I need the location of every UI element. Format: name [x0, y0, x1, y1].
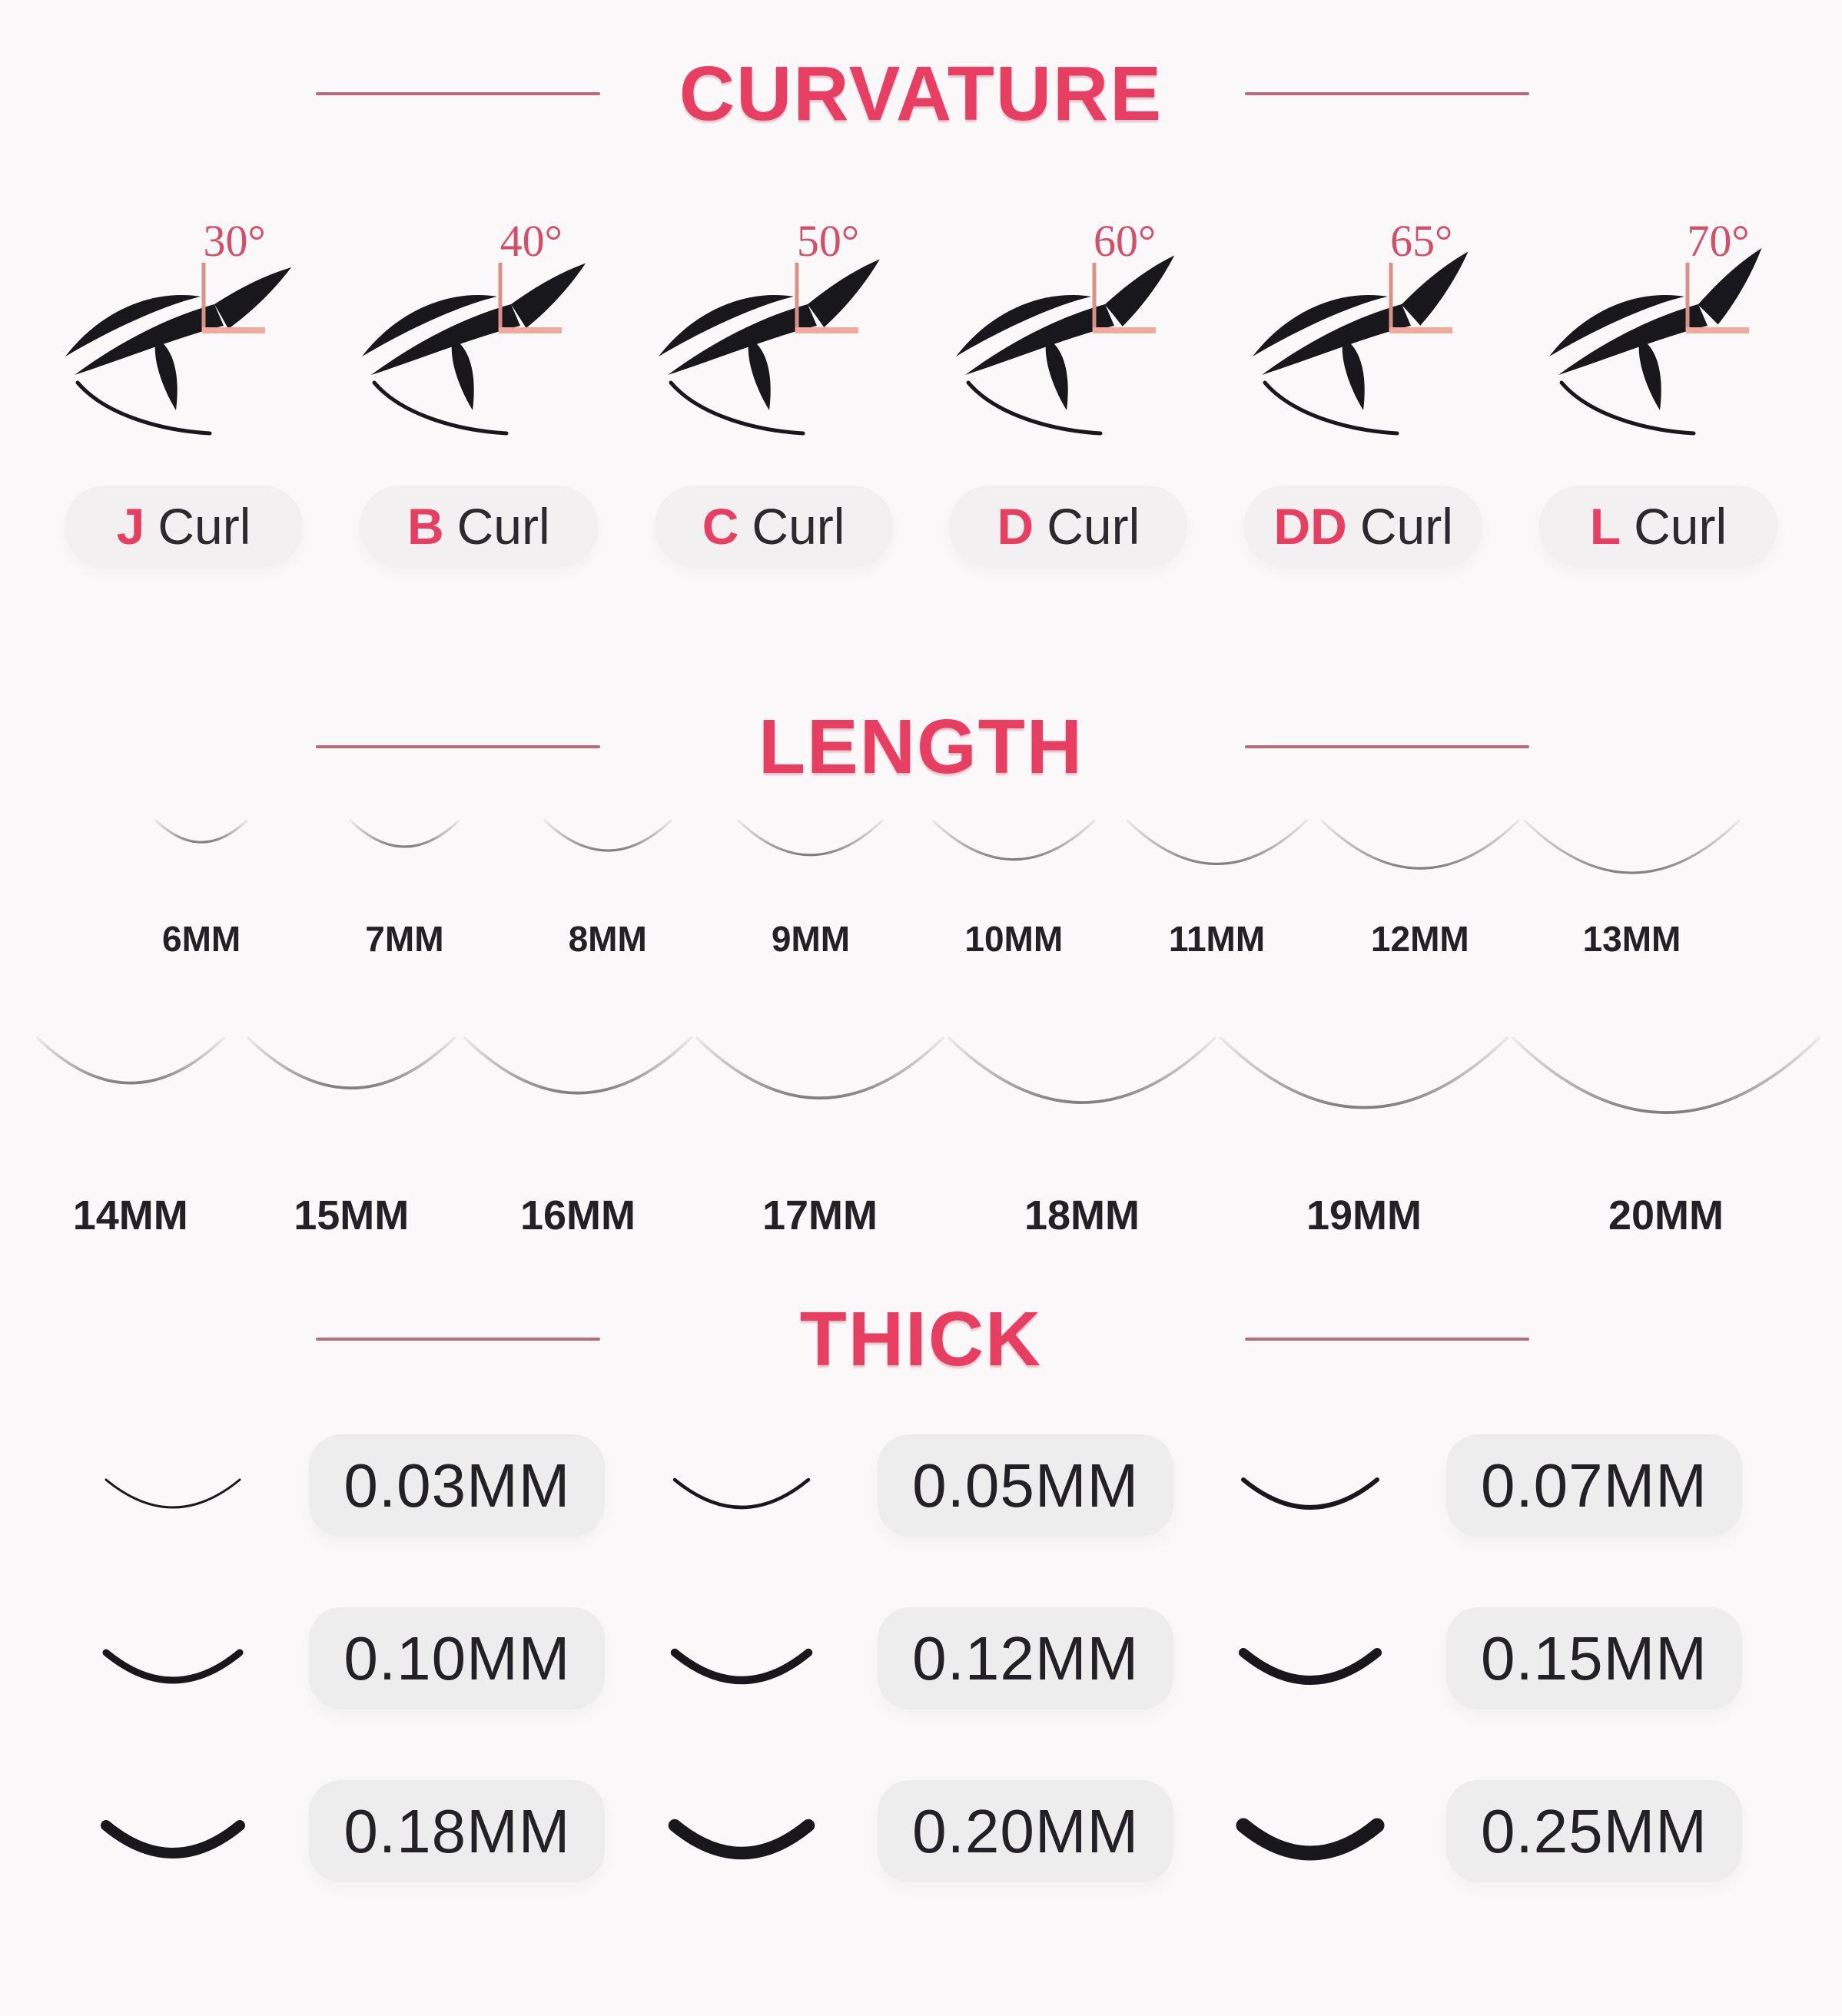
angle-label: 60°: [1094, 216, 1157, 266]
eye-upper-lid: [965, 304, 1114, 375]
thickness-value-box: 0.05MM: [878, 1434, 1173, 1537]
lash-curve-illustration: [946, 1033, 1218, 1126]
decorative-line: [1245, 92, 1529, 95]
eye-lower-lid: [78, 383, 210, 433]
lash-flick: [1098, 255, 1184, 329]
curve-wrap: [35, 1033, 227, 1141]
eye-illustration: [64, 260, 294, 450]
curve-wrap: [1510, 1033, 1822, 1141]
eye-cell: [31, 217, 327, 450]
curl-pills-row: [0, 486, 1842, 567]
thickness-curve-icon: [100, 1472, 246, 1521]
eye-iris-drop: [748, 338, 771, 410]
length-label: 6MM: [162, 919, 241, 959]
lash-curve-illustration: [245, 1033, 457, 1106]
curl-pill-c: [655, 486, 893, 567]
eye-lower-lid: [1265, 383, 1397, 433]
curve-wrap: [245, 1033, 457, 1141]
length-item: [1522, 816, 1742, 960]
curve-wrap: [1522, 816, 1742, 893]
eye-upper-lid: [371, 304, 520, 375]
eye-cell: [624, 217, 921, 450]
angle-label: 30°: [203, 216, 266, 266]
thick-section: [0, 1295, 1842, 1882]
length-item: [462, 1033, 694, 1239]
eye-illustration: [954, 260, 1185, 450]
thickness-value-box: 0.15MM: [1446, 1607, 1742, 1709]
lash-curve-illustration: [1319, 816, 1522, 885]
length-item: [1319, 816, 1522, 960]
eye-cell: [1218, 217, 1515, 450]
thickness-curve-icon: [100, 1818, 246, 1867]
length-row-1: [0, 816, 1842, 960]
curl-letter: J: [116, 498, 145, 555]
thickness-value-box: 0.25MM: [1446, 1780, 1742, 1882]
thick-title-row: [0, 1295, 1842, 1384]
eye-upper-lid: [1558, 304, 1708, 375]
length-label: 11MM: [1168, 919, 1266, 959]
eye-lower-lid: [374, 383, 506, 433]
length-label: 20MM: [1608, 1192, 1724, 1238]
angle-label: 50°: [796, 216, 860, 266]
eye-iris-drop: [452, 338, 474, 410]
eye-lower-lid: [671, 383, 803, 433]
length-item: [303, 816, 506, 960]
curl-word: Curl: [456, 498, 550, 555]
curl-letter: DD: [1273, 498, 1347, 555]
eyes-row: [0, 217, 1842, 450]
curl-letter: D: [997, 498, 1034, 555]
curl-letter: L: [1589, 498, 1621, 555]
length-item: [506, 816, 709, 960]
eye-iris-drop: [1045, 338, 1067, 410]
lash-flick: [214, 267, 291, 329]
length-item: [912, 816, 1115, 960]
decorative-line: [1245, 1338, 1529, 1341]
curve-wrap: [735, 816, 885, 893]
lash-curve-illustration: [153, 816, 250, 849]
length-label: 8MM: [568, 919, 647, 959]
lash-curve-illustration: [347, 816, 462, 855]
eye-lower-lid: [1562, 383, 1694, 433]
curl-letter: B: [407, 498, 444, 555]
thickness-curve-icon: [1237, 1472, 1383, 1521]
thickness-curve-icon: [669, 1818, 815, 1867]
length-label: 18MM: [1024, 1192, 1140, 1238]
lash-curve-illustration: [1218, 1033, 1510, 1132]
curl-word: Curl: [1634, 498, 1727, 555]
length-item: [241, 1033, 463, 1239]
length-section: [0, 702, 1842, 1239]
length-label: 12MM: [1370, 919, 1469, 959]
length-label: 14MM: [72, 1192, 188, 1238]
length-label: 13MM: [1582, 919, 1681, 959]
angle-label: 40°: [499, 216, 563, 266]
thickness-curve-icon: [669, 1645, 815, 1694]
eye-illustration: [657, 260, 888, 450]
thickness-value-box: 0.18MM: [309, 1780, 605, 1882]
decorative-line: [1245, 745, 1529, 748]
curve-wrap: [1124, 816, 1309, 893]
eye-upper-lid: [75, 304, 224, 375]
lash-spec-infographic: [0, 49, 1842, 2016]
length-item: [694, 1033, 946, 1239]
length-label: 15MM: [294, 1192, 410, 1238]
curl-pill-l: [1539, 486, 1777, 567]
eye-upper-lid: [668, 304, 817, 375]
thickness-value-box: 0.12MM: [878, 1607, 1173, 1709]
length-label: 19MM: [1306, 1192, 1422, 1238]
curve-wrap: [930, 816, 1097, 893]
thick-title: THICK: [799, 1296, 1043, 1382]
lash-curve-illustration: [1510, 1033, 1822, 1139]
curl-word: Curl: [158, 498, 251, 555]
thick-grid: [0, 1434, 1842, 1882]
lash-curve-illustration: [1522, 816, 1742, 891]
length-item: [709, 816, 912, 960]
thickness-curve-icon: [1237, 1645, 1383, 1694]
curl-pill-b: [360, 486, 598, 567]
thickness-curve-icon: [669, 1472, 815, 1521]
lash-curve-illustration: [542, 816, 674, 860]
curve-wrap: [946, 1033, 1218, 1141]
curvature-section: [0, 49, 1842, 567]
curl-pill-dd: [1244, 486, 1482, 567]
length-item: [20, 1033, 241, 1239]
lash-flick: [804, 259, 887, 329]
curl-letter: C: [702, 498, 739, 555]
lash-flick: [509, 264, 589, 329]
curl-pill-d: [949, 486, 1187, 567]
curve-wrap: [462, 1033, 694, 1141]
curve-wrap: [1319, 816, 1522, 893]
lash-curve-illustration: [735, 816, 885, 867]
curve-wrap: [694, 1033, 946, 1141]
length-label: 17MM: [762, 1192, 878, 1238]
curve-wrap: [542, 816, 674, 893]
curl-word: Curl: [752, 498, 845, 555]
curl-word: Curl: [1359, 498, 1453, 555]
lash-curve-illustration: [35, 1033, 227, 1099]
length-label: 16MM: [519, 1192, 636, 1238]
thickness-value-box: 0.20MM: [878, 1780, 1173, 1882]
curve-wrap: [347, 816, 462, 893]
thickness-value-box: 0.07MM: [1446, 1434, 1742, 1537]
eye-lower-lid: [968, 383, 1100, 433]
eye-iris-drop: [155, 338, 178, 410]
length-label: 10MM: [964, 919, 1064, 959]
curvature-title: CURVATURE: [679, 51, 1163, 137]
angle-label: 70°: [1687, 216, 1750, 266]
eye-cell: [921, 217, 1218, 450]
thickness-value-box: 0.10MM: [309, 1607, 605, 1709]
curvature-title-row: [0, 49, 1842, 138]
eye-illustration: [360, 260, 591, 450]
length-item: [1115, 816, 1318, 960]
length-item: [1510, 1033, 1822, 1239]
curl-pill-j: [65, 486, 303, 567]
thick-row: [100, 1434, 1742, 1537]
length-item: [1218, 1033, 1510, 1239]
eye-cell: [1515, 217, 1811, 450]
thick-row: [100, 1607, 1742, 1709]
lash-curve-illustration: [930, 816, 1097, 873]
curve-wrap: [1218, 1033, 1510, 1141]
lash-curve-illustration: [694, 1033, 946, 1119]
angle-label: 65°: [1390, 216, 1453, 266]
eye-cell: [327, 217, 624, 450]
lash-curve-illustration: [1124, 816, 1309, 879]
length-label: 9MM: [771, 919, 851, 959]
thickness-value-box: 0.03MM: [309, 1434, 605, 1537]
lash-curve-illustration: [462, 1033, 694, 1112]
thickness-curve-icon: [1237, 1818, 1383, 1867]
eye-iris-drop: [1639, 338, 1661, 410]
eye-upper-lid: [1262, 304, 1411, 375]
thick-row: [100, 1780, 1742, 1882]
thickness-curve-icon: [100, 1645, 246, 1694]
eye-iris-drop: [1342, 338, 1364, 410]
length-title-row: [0, 702, 1842, 791]
length-item: [100, 816, 303, 960]
length-row-2: [0, 1033, 1842, 1239]
eye-illustration: [1251, 260, 1482, 450]
length-label: 7MM: [365, 919, 444, 959]
length-item: [946, 1033, 1218, 1239]
curl-word: Curl: [1047, 498, 1140, 555]
length-title: LENGTH: [758, 704, 1084, 790]
curve-wrap: [153, 816, 250, 893]
eye-illustration: [1548, 260, 1778, 450]
